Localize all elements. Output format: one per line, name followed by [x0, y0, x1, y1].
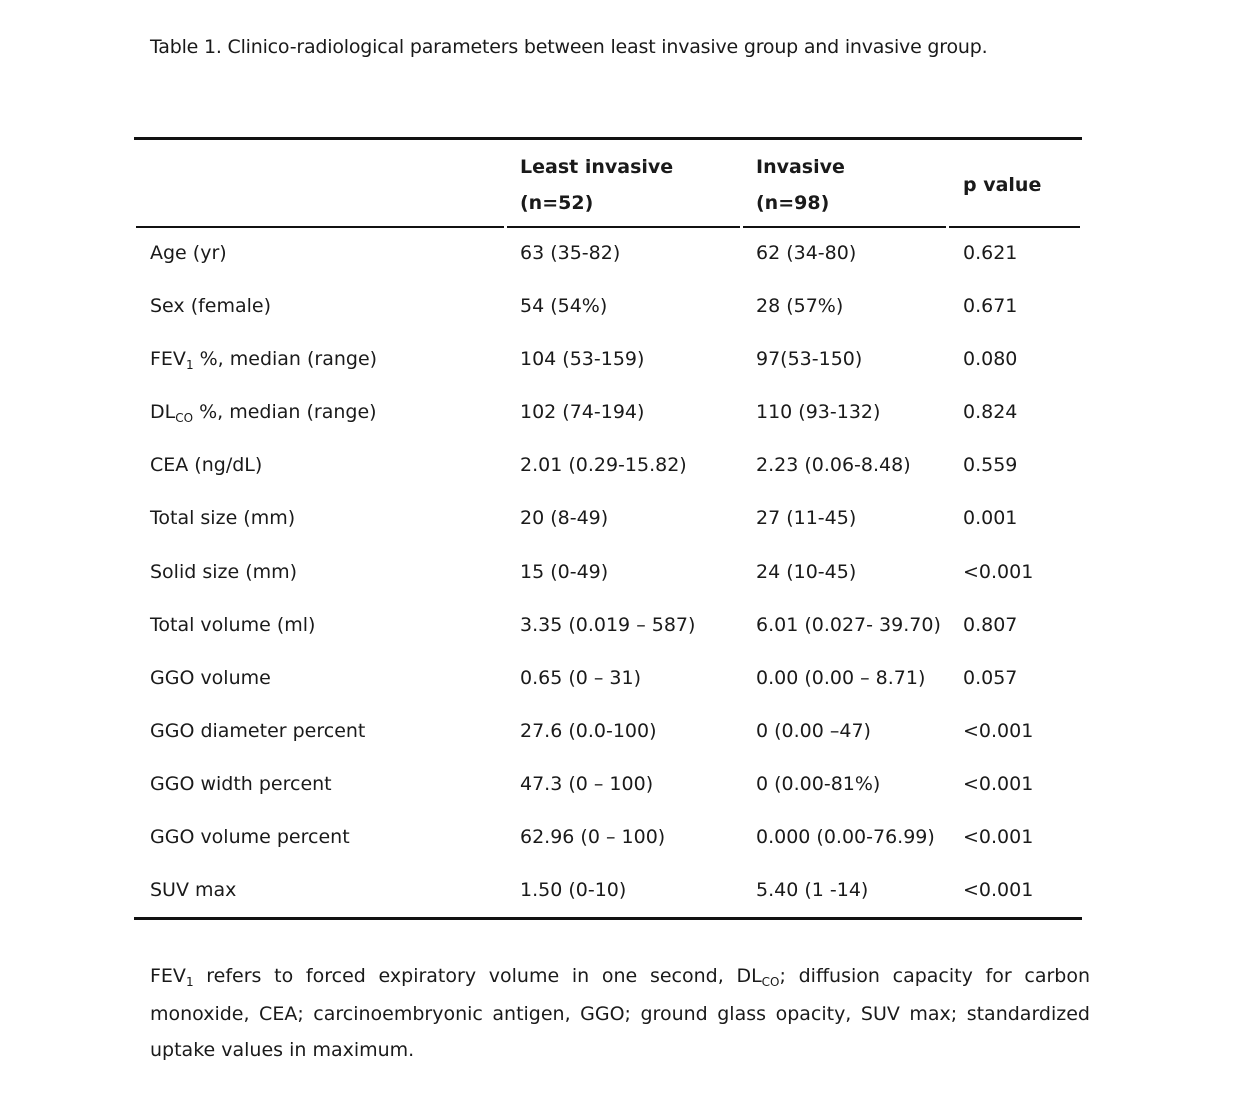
- invasive-cell: 62 (34-80): [756, 242, 857, 264]
- param-cell: CEA (ng/dL): [150, 454, 263, 477]
- least-invasive-cell: 2.01 (0.29-15.82): [520, 454, 687, 477]
- table-row: [134, 548, 1082, 601]
- param-cell: GGO volume: [150, 666, 271, 689]
- invasive-cell: 27 (11-45): [756, 507, 857, 530]
- table-row: [134, 335, 1082, 388]
- table-row: [134, 388, 1082, 441]
- p-value-cell: 0.001: [963, 507, 1018, 530]
- table-row: [134, 813, 1082, 866]
- p-value-cell: <0.001: [963, 826, 1034, 849]
- param-cell: GGO diameter percent: [150, 719, 366, 742]
- p-value-cell: 0.559: [963, 454, 1018, 477]
- header-rule: [743, 226, 946, 228]
- table-row: [134, 282, 1082, 335]
- header-invasive-n: (n=98): [756, 192, 830, 214]
- invasive-cell: 2.23 (0.06-8.48): [756, 454, 911, 477]
- p-value-cell: <0.001: [963, 772, 1034, 795]
- table-row: [134, 441, 1082, 494]
- invasive-cell: 0 (0.00-81%): [756, 772, 881, 795]
- param-cell: Total volume (ml): [150, 613, 316, 636]
- p-value-cell: <0.001: [963, 719, 1034, 742]
- invasive-cell: 28 (57%): [756, 295, 844, 318]
- least-invasive-cell: 20 (8-49): [520, 507, 609, 530]
- invasive-cell: 0.000 (0.00-76.99): [756, 826, 935, 849]
- param-text: DL: [150, 401, 176, 424]
- p-value-cell: 0.807: [963, 613, 1018, 636]
- least-invasive-cell: 102 (74-194): [520, 401, 645, 424]
- p-value-cell: 0.080: [963, 348, 1018, 371]
- invasive-cell: 6.01 (0.027- 39.70): [756, 613, 941, 636]
- param-cell: Age (yr): [150, 242, 227, 264]
- least-invasive-cell: 47.3 (0 – 100): [520, 772, 654, 795]
- table-body: [134, 229, 1082, 919]
- table-footnote: [150, 958, 1090, 1068]
- table-row: [134, 654, 1082, 707]
- p-value-cell: <0.001: [963, 560, 1034, 583]
- param-cell: [150, 401, 377, 426]
- param-text: %, median (range): [193, 348, 378, 371]
- invasive-cell: 5.40 (1 -14): [756, 879, 869, 902]
- header-p-value: p value: [963, 174, 1042, 196]
- table-row: [134, 707, 1082, 760]
- table-row: [134, 229, 1082, 282]
- param-cell: Total size (mm): [150, 507, 296, 530]
- least-invasive-cell: 63 (35-82): [520, 242, 621, 264]
- table-row: [134, 866, 1082, 919]
- header-rule: [136, 226, 504, 228]
- footnote-subscript: 1: [185, 975, 194, 989]
- table-bottom-rule: [134, 917, 1082, 920]
- header-least-invasive-label: Least invasive: [520, 156, 674, 178]
- param-text: FEV: [150, 348, 186, 371]
- table-row: [134, 601, 1082, 654]
- table-row: [134, 494, 1082, 547]
- param-cell: Sex (female): [150, 295, 272, 318]
- least-invasive-cell: 0.65 (0 – 31): [520, 666, 642, 689]
- least-invasive-cell: 104 (53-159): [520, 348, 645, 371]
- param-cell: GGO width percent: [150, 772, 332, 795]
- invasive-cell: 97(53-150): [756, 348, 863, 371]
- p-value-cell: 0.057: [963, 666, 1018, 689]
- invasive-cell: 24 (10-45): [756, 560, 857, 583]
- header-invasive: [756, 149, 845, 221]
- param-text: %, median (range): [193, 401, 377, 424]
- least-invasive-cell: 15 (0-49): [520, 560, 609, 583]
- header-rule: [507, 226, 740, 228]
- footnote-subscript: CO: [761, 975, 780, 989]
- least-invasive-cell: 3.35 (0.019 – 587): [520, 613, 696, 636]
- invasive-cell: 0.00 (0.00 – 8.71): [756, 666, 926, 689]
- footnote-text: ; diffusion capacity for carbon monoxide, CEA; carcinoembryonic antigen, GGO; ground glass opacity, SUV max; standardized uptake values in maximum.: [150, 965, 1090, 1061]
- least-invasive-cell: 62.96 (0 – 100): [520, 826, 666, 849]
- footnote-text: refers to forced expiratory volume in one second, DL: [193, 965, 762, 987]
- header-invasive-label: Invasive: [756, 156, 845, 178]
- invasive-cell: 0 (0.00 –47): [756, 719, 871, 742]
- least-invasive-cell: 54 (54%): [520, 295, 608, 318]
- table-top-rule: [134, 137, 1082, 140]
- least-invasive-cell: 1.50 (0-10): [520, 879, 627, 902]
- param-cell: [150, 348, 378, 373]
- p-value-cell: <0.001: [963, 879, 1034, 902]
- p-value-cell: 0.824: [963, 401, 1018, 424]
- param-subscript: CO: [175, 411, 194, 426]
- header-least-invasive-n: (n=52): [520, 192, 594, 214]
- least-invasive-cell: 27.6 (0.0-100): [520, 719, 657, 742]
- p-value-cell: 0.621: [963, 242, 1018, 264]
- param-cell: GGO volume percent: [150, 826, 350, 849]
- table-row: [134, 760, 1082, 813]
- param-cell: SUV max: [150, 879, 237, 902]
- param-subscript: 1: [185, 358, 194, 373]
- param-cell: Solid size (mm): [150, 560, 298, 583]
- footnote-text: FEV: [150, 965, 186, 987]
- header-least-invasive: [520, 149, 673, 221]
- table-caption: Table 1. Clinico-radiological parameters between least invasive group and invasive group.: [150, 36, 988, 58]
- invasive-cell: 110 (93-132): [756, 401, 881, 424]
- header-rule: [949, 226, 1080, 228]
- p-value-cell: 0.671: [963, 295, 1018, 318]
